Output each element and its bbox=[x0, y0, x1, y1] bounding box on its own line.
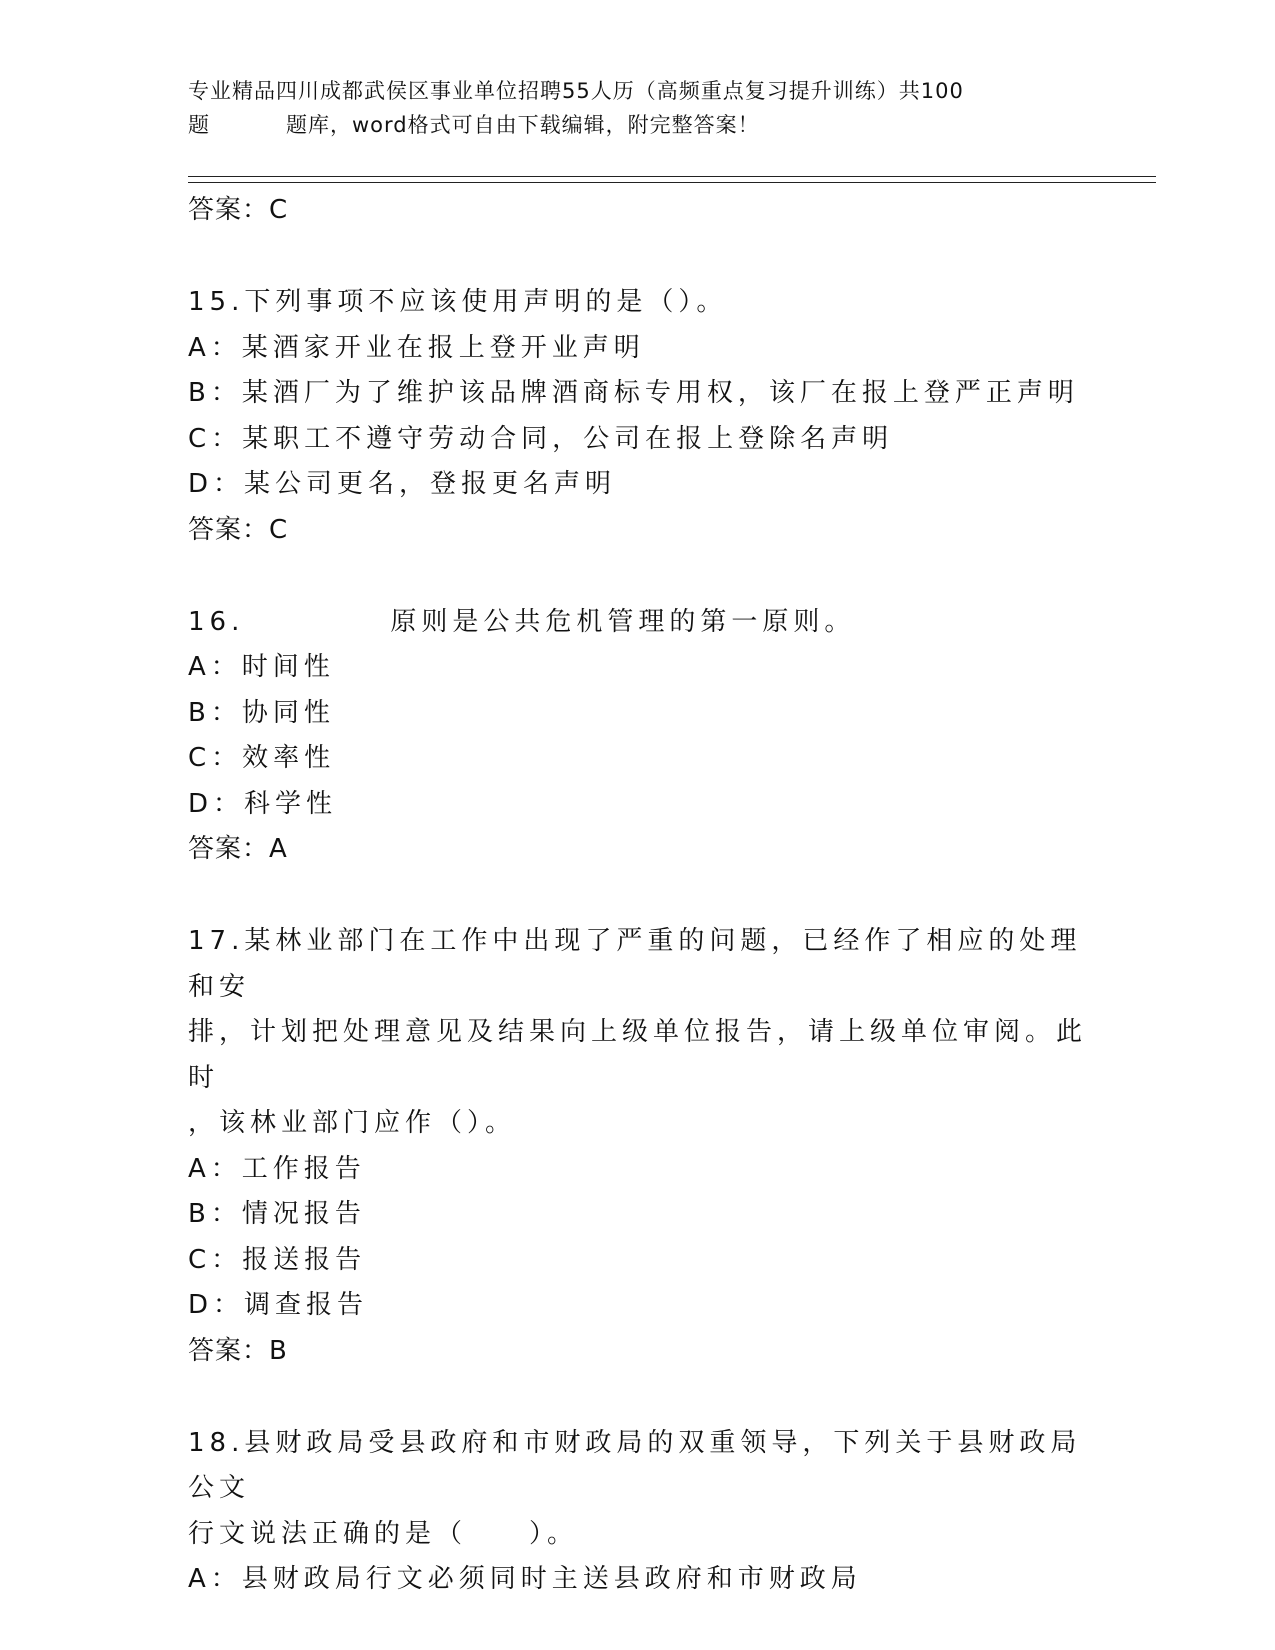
header-title-line2 bbox=[188, 108, 1068, 142]
answer-q14: 答案：C bbox=[188, 195, 289, 225]
option-b: B：协同性 bbox=[188, 697, 335, 728]
header-title-line1: 专业精品四川成都武侯区事业单位招聘55人历（高频重点复习提升训练）共100 bbox=[188, 79, 964, 103]
option-c: C：报送报告 bbox=[188, 1244, 367, 1275]
question-stem: 15.下列事项不应该使用声明的是（）。 bbox=[188, 287, 728, 317]
option-a: A：县财政局行文必须同时主送县政府和市财政局 bbox=[188, 1564, 862, 1594]
option-a: A：某酒家开业在报上登开业声明 bbox=[188, 332, 645, 363]
option-a: A：工作报告 bbox=[188, 1153, 366, 1184]
page-header bbox=[188, 74, 1068, 142]
option-b: B：情况报告 bbox=[188, 1199, 366, 1229]
option-d: D：科学性 bbox=[188, 788, 338, 819]
header-title-line2-part1: 题 bbox=[188, 113, 210, 137]
question-16 bbox=[188, 600, 1088, 828]
question-17 bbox=[188, 919, 1088, 1329]
question-15 bbox=[188, 280, 1088, 508]
question-text: 原则是公共危机管理的第一原则。 bbox=[390, 606, 856, 637]
answer-q16: 答案：A bbox=[188, 834, 288, 864]
question-stem-line2: 行文说法正确的是（ ）。 bbox=[188, 1518, 579, 1549]
option-a: A：时间性 bbox=[188, 652, 335, 682]
question-stem bbox=[188, 600, 1088, 646]
header-divider-top bbox=[188, 176, 1156, 177]
answer-q17: 答案：B bbox=[188, 1335, 288, 1366]
option-d: D：调查报告 bbox=[188, 1290, 369, 1320]
question-stem-line3: ，该林业部门应作（）。 bbox=[188, 1108, 517, 1138]
question-18 bbox=[188, 1421, 1088, 1603]
question-stem-line1: 18.县财政局受县政府和市财政局的双重领导，下列关于县财政局公文 bbox=[188, 1427, 1082, 1503]
question-stem-line1: 17.某林业部门在工作中出现了严重的问题，已经作了相应的处理和安 bbox=[188, 926, 1082, 1002]
option-b: B：某酒厂为了维护该品牌酒商标专用权，该厂在报上登严正声明 bbox=[188, 378, 1079, 408]
option-c: C：效率性 bbox=[188, 743, 336, 773]
header-title-line2-part2: 题库，word格式可自由下载编辑，附完整答案！ bbox=[286, 113, 760, 137]
question-list bbox=[188, 188, 1088, 1603]
answer-q15: 答案：C bbox=[188, 514, 289, 545]
question-stem-line2: 排，计划把处理意见及结果向上级单位报告，请上级单位审阅。此时 bbox=[188, 1017, 1088, 1093]
header-divider-bottom bbox=[188, 182, 1156, 183]
option-d: D：某公司更名，登报更名声明 bbox=[188, 469, 617, 499]
question-number: 16. bbox=[188, 606, 245, 637]
option-c: C：某职工不遵守劳动合同，公司在报上登除名声明 bbox=[188, 423, 894, 454]
